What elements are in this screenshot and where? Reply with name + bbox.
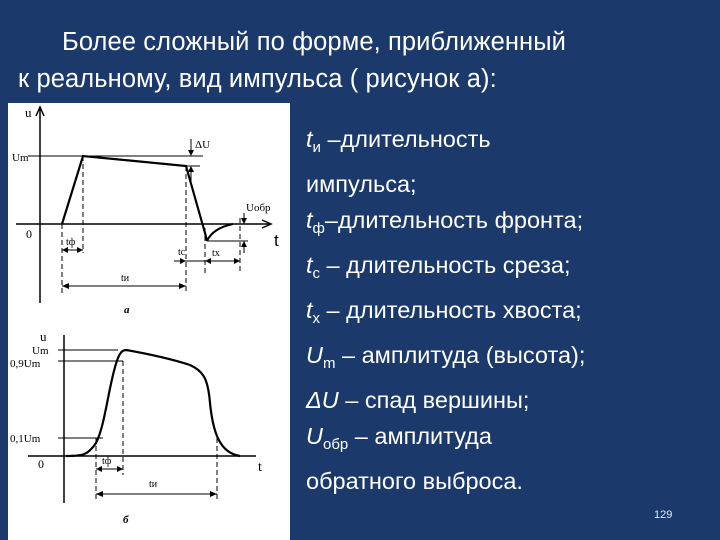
legend-item [306, 337, 706, 382]
pulse-curve-b [66, 350, 240, 456]
legend-item [306, 121, 706, 166]
legend-symbol: t [306, 297, 313, 323]
um-label-b: Um [32, 345, 49, 357]
ti-arrow-l-a [62, 283, 69, 289]
du-arrowhead-top-a [188, 150, 194, 156]
caption-a: а [124, 304, 130, 316]
legend-symbol: ΔU [306, 387, 339, 413]
ti-arrow-l-b [96, 491, 103, 497]
caption-b: б [123, 514, 129, 526]
du-arrowhead-bot-a [188, 166, 194, 172]
legend-symbol: t [306, 207, 313, 233]
tx-label-a: tх [212, 248, 220, 259]
pulse-figure [8, 103, 290, 540]
u-label-b: u [40, 329, 47, 344]
diagram-a [12, 105, 279, 316]
legend-text: – длительность хвоста; [320, 297, 582, 323]
title-line-2: к реальному, вид импульса ( рисунок а): [18, 65, 497, 93]
tx-arrow-r-a [234, 258, 240, 264]
slide-title [18, 24, 708, 98]
tf-label-b: tф [102, 456, 112, 467]
legend-text: обратного выброса. [306, 468, 523, 494]
diagram-b [10, 329, 262, 526]
uobr-label-a: Uобр [246, 202, 271, 214]
legend-item [306, 202, 706, 247]
legend-text: – спад вершины; [338, 387, 530, 413]
tf-arrow-r-b [117, 466, 123, 472]
uobr-arrowhead-a [241, 218, 247, 224]
zero-label-b: 0 [38, 457, 44, 471]
legend-subscript: с [312, 265, 321, 282]
legend-subscript: m [322, 355, 336, 372]
ti-arrow-r-a [179, 283, 186, 289]
ti-label-a: tи [121, 273, 130, 284]
pulse-curve-a [62, 156, 207, 241]
um01-label-b: 0,1Um [10, 433, 41, 445]
legend-item [306, 292, 706, 337]
du-label-a: ΔU [195, 139, 211, 151]
tc-arrow-l-a [180, 258, 186, 264]
legend-text: –длительность фронта; [324, 207, 584, 233]
uobr-arrowhead2-a [241, 241, 247, 247]
tf-label-a: tф [66, 237, 76, 248]
legend-subscript: ф [312, 220, 325, 237]
legend-item [306, 463, 706, 499]
ti-arrow-r-b [210, 491, 217, 497]
pulse-tail-a [207, 224, 233, 241]
legend-text: импульса; [306, 171, 417, 197]
t-label-a: t [274, 231, 279, 250]
um09-label-b: 0,9Um [10, 358, 41, 370]
page-number: 129 [654, 509, 673, 521]
legend-symbol: U [306, 342, 323, 368]
zero-label-a: 0 [26, 227, 32, 241]
u-label-a: u [25, 105, 32, 120]
legend-subscript: обр [322, 436, 349, 453]
title-line-1: Более сложный по форме, приближенный [62, 28, 566, 56]
tf-arrow-r-a [77, 247, 83, 253]
legend-symbol: U [306, 423, 323, 449]
um-label-a: Um [12, 152, 29, 164]
legend-text: – длительность среза; [320, 252, 571, 278]
ti-label-b: tи [149, 479, 158, 490]
legend-item [306, 382, 706, 418]
t-label-b: t [258, 460, 262, 475]
legend-symbol: t [306, 252, 313, 278]
legend-text: – амплитуда [348, 423, 492, 449]
legend-subscript: и [312, 139, 321, 156]
legend-text: –длительность [320, 126, 491, 152]
legend-list [306, 121, 706, 499]
legend-item [306, 418, 706, 463]
legend-item [306, 166, 706, 202]
tc-label-a: tс [178, 247, 186, 258]
legend-item [306, 247, 706, 292]
legend-symbol: t [306, 126, 313, 152]
legend-text: – амплитуда (высота); [335, 342, 586, 368]
legend-subscript: х [312, 310, 321, 327]
